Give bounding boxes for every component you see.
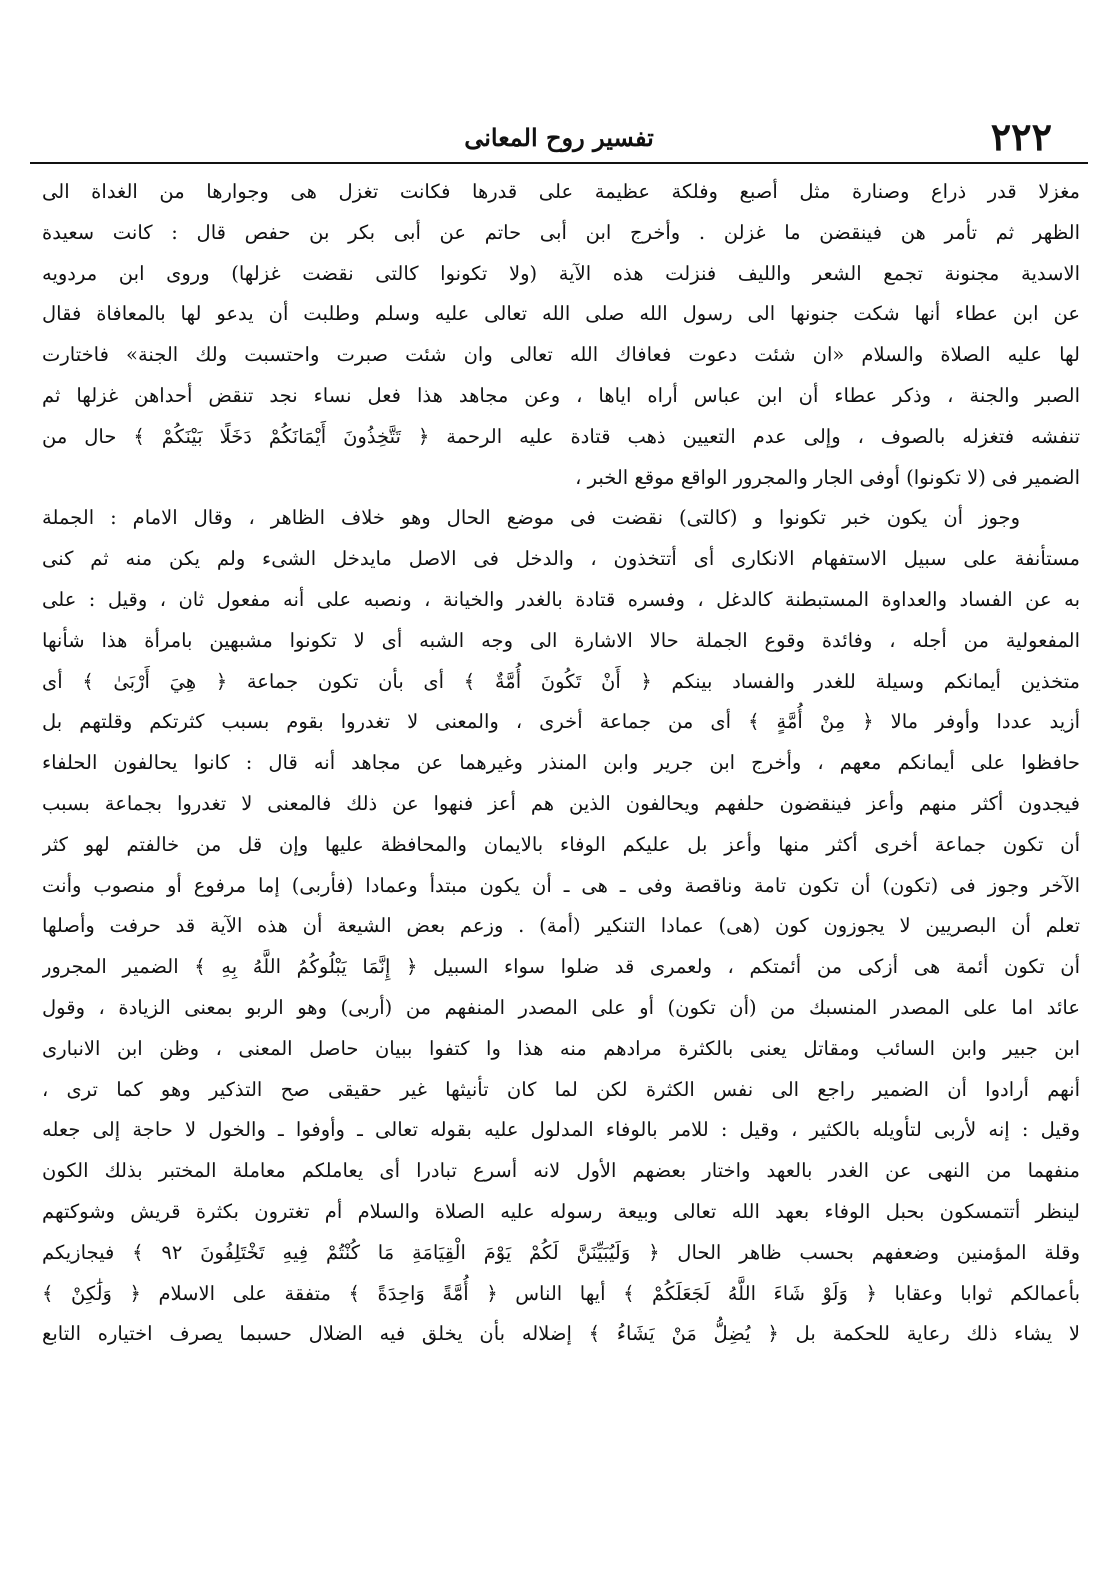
body-text bbox=[30, 172, 1088, 1355]
text-line: تنفشه فتغزله بالصوف ، وإلى عدم التعيين ذهب قتادة عليه الرحمة ﴿ تَتَّخِذُونَ أَيْمَانَكُمْ دَخَلًا بَيْنَكُمْ ﴾ حال من bbox=[42, 424, 1080, 448]
running-title: تفسير روح المعانى bbox=[464, 123, 654, 152]
text-line: لها عليه الصلاة والسلام «ان شئت دعوت فعافاك الله تعالى وان شئت صبرت واحتسبت ولك الجنة» فاختارت bbox=[42, 343, 1080, 367]
text-line: فيجدون أكثر منهم وأعز فينقضون حلفهم ويحالفون الذين هم أعز فنهوا عن ذلك فالمعنى لا تغدروا بجماعة بسبب bbox=[42, 791, 1080, 815]
text-line: منفهما من النهى عن الغدر بالعهد واختار بعضهم الأول لانه أسرع تبادرا أى يعاملكم معاملة المختبر بذلك الكون bbox=[42, 1159, 1080, 1183]
text-line: حافظوا على أيمانكم معهم ، وأخرج ابن جرير وابن المنذر وغيرهما عن مجاهد أنه قال : كانوا يحالفون الحلفاء bbox=[42, 751, 1080, 775]
text-line: وقلة المؤمنين وضعفهم بحسب ظاهر الحال ﴿ وَلَيُبَيِّنَنَّ لَكُمْ يَوْمَ الْقِيَامَةِ مَا كُنْتُمْ فِيهِ تَخْتَلِفُونَ ٩٢ ﴾ فيجازيكم bbox=[42, 1240, 1080, 1264]
text-line: عائد اما على المصدر المنسبك من (أن تكون) أو على المصدر المنفهم من (أربى) وهو الربو بمعنى الزيادة ، وقول bbox=[42, 995, 1080, 1019]
text-line: أن تكون أئمة هى أزكى من أئمتكم ، ولعمرى قد ضلوا سواء السبيل ﴿ إِنَّمَا يَبْلُوكُمُ اللَّهُ بِهِ ﴾ الضمير المجرور bbox=[42, 955, 1080, 979]
text-line: مغزلا قدر ذراع وصنارة مثل أصبع وفلكة عظيمة على قدرها فكانت تغزل هى وجوارها من الغداة الى bbox=[42, 180, 1080, 203]
document-page bbox=[30, 112, 1088, 1562]
text-line: متخذين أيمانكم وسيلة للغدر والفساد بينكم ﴿ أَنْ تَكُونَ أُمَّةٌ ﴾ أى بأن تكون جماعة ﴿ هِيَ أَرْبَىٰ ﴾ أى bbox=[42, 669, 1080, 693]
text-line: تعلم أن البصريين لا يجوزون كون (هى) عمادا التنكير (أمة) . وزعم بعض الشيعة أن هذه الآية قد حرفت وأصلها bbox=[42, 914, 1080, 938]
text-line: لا يشاء ذلك رعاية للحكمة بل ﴿ يُضِلُّ مَنْ يَشَاءُ ﴾ إضلاله بأن يخلق فيه الضلال حسبما يصرف اختياره التابع bbox=[42, 1322, 1080, 1346]
text-line: الصبر والجنة ، وذكر عطاء أن ابن عباس أراه اياها ، وعن مجاهد هذا فعل نساء نجد تنقض أحداهن غزلها ثم bbox=[42, 383, 1080, 407]
text-line: لينظر أتتمسكون بحبل الوفاء بعهد الله تعالى وبيعة رسوله عليه الصلاة والسلام أم تغترون بكثرة قريش وشوكتهم bbox=[42, 1199, 1080, 1223]
text-line: بأعمالكم ثوابا وعقابا ﴿ وَلَوْ شَاءَ اللَّهُ لَجَعَلَكُمْ ﴾ أيها الناس ﴿ أُمَّةً وَاحِدَةً ﴾ متفقة على الاسلام ﴿ وَلَٰكِنْ ﴾ bbox=[42, 1281, 1080, 1305]
text-line: به عن الفساد والعداوة المستبطنة كالدغل ، وفسره قتادة بالغدر والخيانة ، ونصبه على أنه مفعول ثان ، وقيل : على bbox=[42, 587, 1080, 611]
text-line: أزيد عددا وأوفر مالا ﴿ مِنْ أُمَّةٍ ﴾ أى من جماعة أخرى ، والمعنى لا تغدروا بقوم بسبب كثرتكم وقلتهم بل bbox=[42, 710, 1080, 734]
text-line: الاسدية مجنونة تجمع الشعر والليف فنزلت هذه الآية (ولا تكونوا كالتى نقضت غزلها) وروى ابن مردويه bbox=[42, 261, 1080, 285]
text-line: أنهم أرادوا أن الضمير راجع الى نفس الكثرة لكن لما كان تأنيثها غير حقيقى صح التذكير وهو كما ترى ، bbox=[42, 1077, 1080, 1101]
text-line: المفعولية من أجله ، وفائدة وقوع الجملة حالا الاشارة الى وجه الشبه أى لا تكونوا مشبهين بامرأة هذا شأنها bbox=[42, 628, 1080, 652]
page-header bbox=[30, 112, 1088, 164]
text-line: الضمير فى (لا تكونوا) أوفى الجار والمجرور الواقع موقع الخبر ، bbox=[575, 465, 1080, 489]
text-line: أن تكون جماعة أخرى أكثر منها وأعز بل عليكم الوفاء بالايمان والمحافظة عليها وإن قل من خالفتم لهو كثر bbox=[42, 832, 1080, 856]
text-line: الظهر ثم تأمر هن فينقضن ما غزلن . وأخرج ابن أبى حاتم عن أبى بكر بن حفص قال : كانت سعيدة bbox=[42, 220, 1080, 244]
text-line: وجوز أن يكون خبر تكونوا و (كالتى) نقضت فى موضع الحال وهو خلاف الظاهر ، وقال الامام : الجملة bbox=[42, 506, 1020, 530]
text-line: الآخر وجوز فى (تكون) أن تكون تامة وناقصة وفى ـ هى ـ أن يكون مبتدأ وعمادا (فأربى) إما مرفوع أو منصوب وأنت bbox=[42, 873, 1080, 897]
text-line: ابن جبير وابن السائب ومقاتل يعنى بالكثرة مرادهم منه هذا وا كتفوا ببيان حاصل المعنى ، وظن ابن الانبارى bbox=[42, 1036, 1080, 1060]
text-line: وقيل : إنه لأربى لتأويله بالكثير ، وقيل : للامر بالوفاء المدلول عليه بقوله تعالى ـ وأوفوا ـ والخول لا حاجة إلى جعله bbox=[42, 1118, 1080, 1142]
text-line: عن ابن عطاء أنها شكت جنونها الى رسول الله صلى الله تعالى عليه وسلم وطلبت أن يدعو لها بالمعافاة فقال bbox=[42, 302, 1080, 326]
page-number: ٢٢٢ bbox=[990, 114, 1052, 159]
text-line: مستأنفة على سبيل الاستفهام الانكارى أى أتتخذون ، والدخل فى الاصل مايدخل الشىء ولم يكن منه ثم كنى bbox=[42, 547, 1080, 571]
